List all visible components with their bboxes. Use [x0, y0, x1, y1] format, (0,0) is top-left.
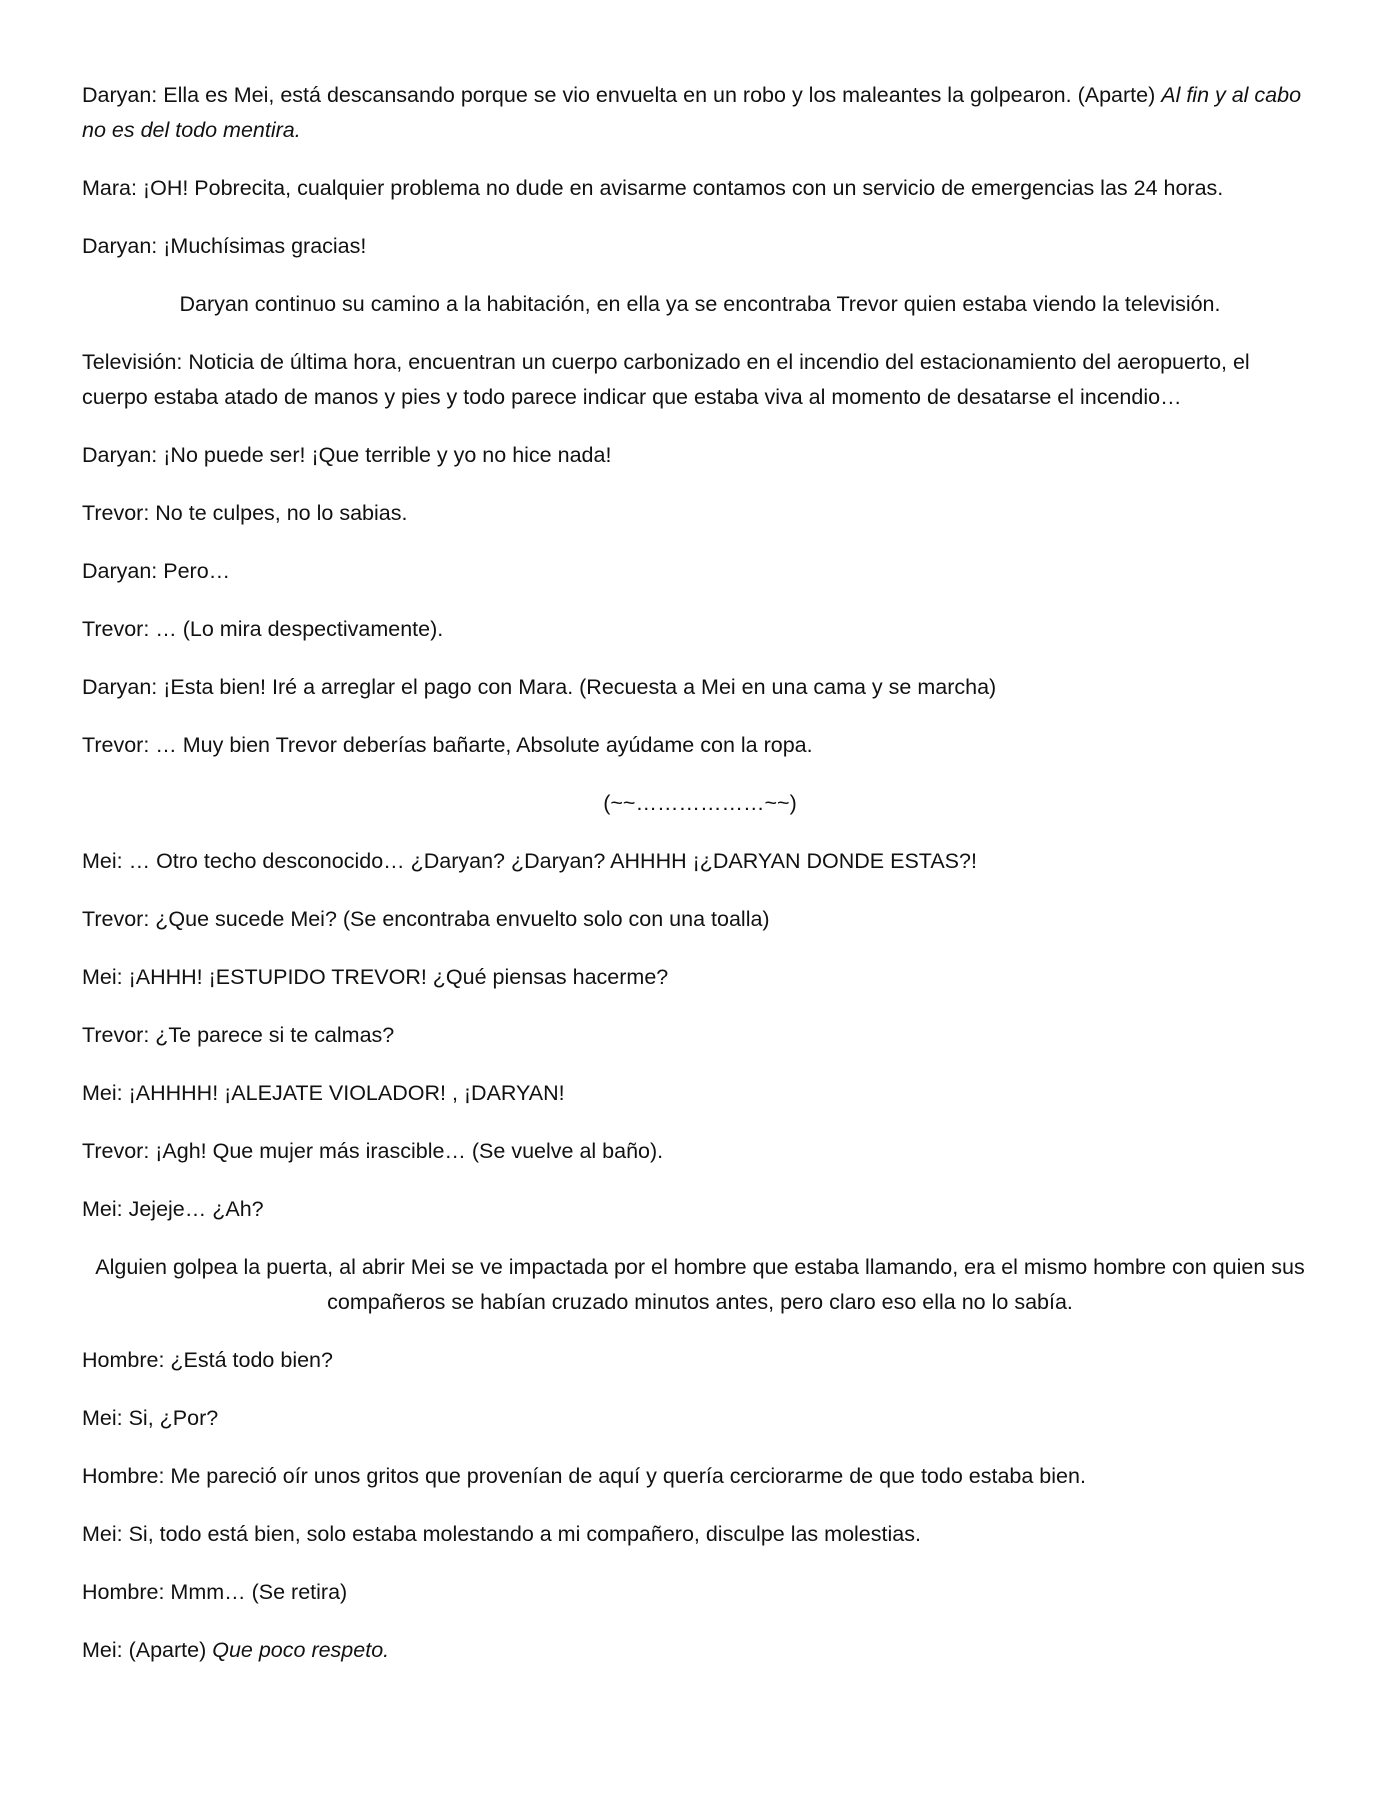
- dialog-line: Trevor: … Muy bien Trevor deberías bañarte, Absolute ayúdame con la ropa.: [82, 733, 813, 757]
- dialog-line: Trevor: ¡Agh! Que mujer más irascible… (Se vuelve al baño).: [82, 1139, 664, 1163]
- dialog-line: Televisión: Noticia de última hora, encuentran un cuerpo carbonizado en el incendio del estacionamiento del aeropuerto, el cuerpo estaba atado de manos y pies y todo parece indicar que estaba viva al momento de desatarse el incendio…: [82, 350, 1250, 409]
- dialog-line: Daryan: ¡Muchísimas gracias!: [82, 234, 367, 258]
- dialog-line: Mei: (Aparte) Que poco respeto.: [82, 1638, 390, 1662]
- dialog-line: Hombre: Me pareció oír unos gritos que provenían de aquí y quería cerciorarme de que todo estaba bien.: [82, 1464, 1086, 1488]
- dialog-line: Mei: Si, todo está bien, solo estaba molestando a mi compañero, disculpe las molestias.: [82, 1522, 921, 1546]
- dialog-line: Mei: Si, ¿Por?: [82, 1406, 219, 1430]
- aside-italic: Al fin y al cabo no es del todo mentira.: [82, 83, 1302, 142]
- dialog-line: Daryan: ¡No puede ser! ¡Que terrible y yo no hice nada!: [82, 443, 612, 467]
- dialog-line: Mara: ¡OH! Pobrecita, cualquier problema no dude en avisarme contamos con un servicio de emergencias las 24 horas.: [82, 176, 1224, 200]
- dialog-line: Mei: ¡AHHH! ¡ESTUPIDO TREVOR! ¿Qué piensas hacerme?: [82, 965, 669, 989]
- dialog-line: Trevor: ¿Que sucede Mei? (Se encontraba envuelto solo con una toalla): [82, 907, 770, 931]
- document-page: [82, 78, 1318, 1691]
- dialog-line: Hombre: ¿Está todo bien?: [82, 1348, 333, 1372]
- scene-separator: (~~………………~~): [603, 791, 797, 815]
- dialog-line: Mei: … Otro techo desconocido… ¿Daryan? ¿Daryan? AHHHH ¡¿DARYAN DONDE ESTAS?!: [82, 849, 977, 873]
- dialog-line: Mei: Jejeje… ¿Ah?: [82, 1197, 264, 1221]
- aside-italic: Que poco respeto.: [212, 1638, 390, 1662]
- dialog-line: Daryan: ¡Esta bien! Iré a arreglar el pago con Mara. (Recuesta a Mei en una cama y se marcha): [82, 675, 997, 699]
- dialog-line: Trevor: No te culpes, no lo sabias.: [82, 501, 408, 525]
- narration-line: Alguien golpea la puerta, al abrir Mei se ve impactada por el hombre que estaba llamando, era el mismo hombre con quien sus compañeros se habían cruzado minutos antes, pero claro eso ella no lo sabía.: [95, 1255, 1305, 1314]
- dialog-line: Trevor: ¿Te parece si te calmas?: [82, 1023, 395, 1047]
- dialog-line: Daryan: Pero…: [82, 559, 231, 583]
- dialog-line: Trevor: … (Lo mira despectivamente).: [82, 617, 444, 641]
- dialog-line: Hombre: Mmm… (Se retira): [82, 1580, 348, 1604]
- dialog-line: Mei: ¡AHHHH! ¡ALEJATE VIOLADOR! , ¡DARYAN!: [82, 1081, 565, 1105]
- dialog-line: Daryan: Ella es Mei, está descansando porque se vio envuelta en un robo y los maleantes la golpearon. (Aparte) Al fin y al cabo no es del todo mentira.: [82, 83, 1302, 142]
- narration-line: Daryan continuo su camino a la habitación, en ella ya se encontraba Trevor quien estaba viendo la televisión.: [179, 292, 1221, 316]
